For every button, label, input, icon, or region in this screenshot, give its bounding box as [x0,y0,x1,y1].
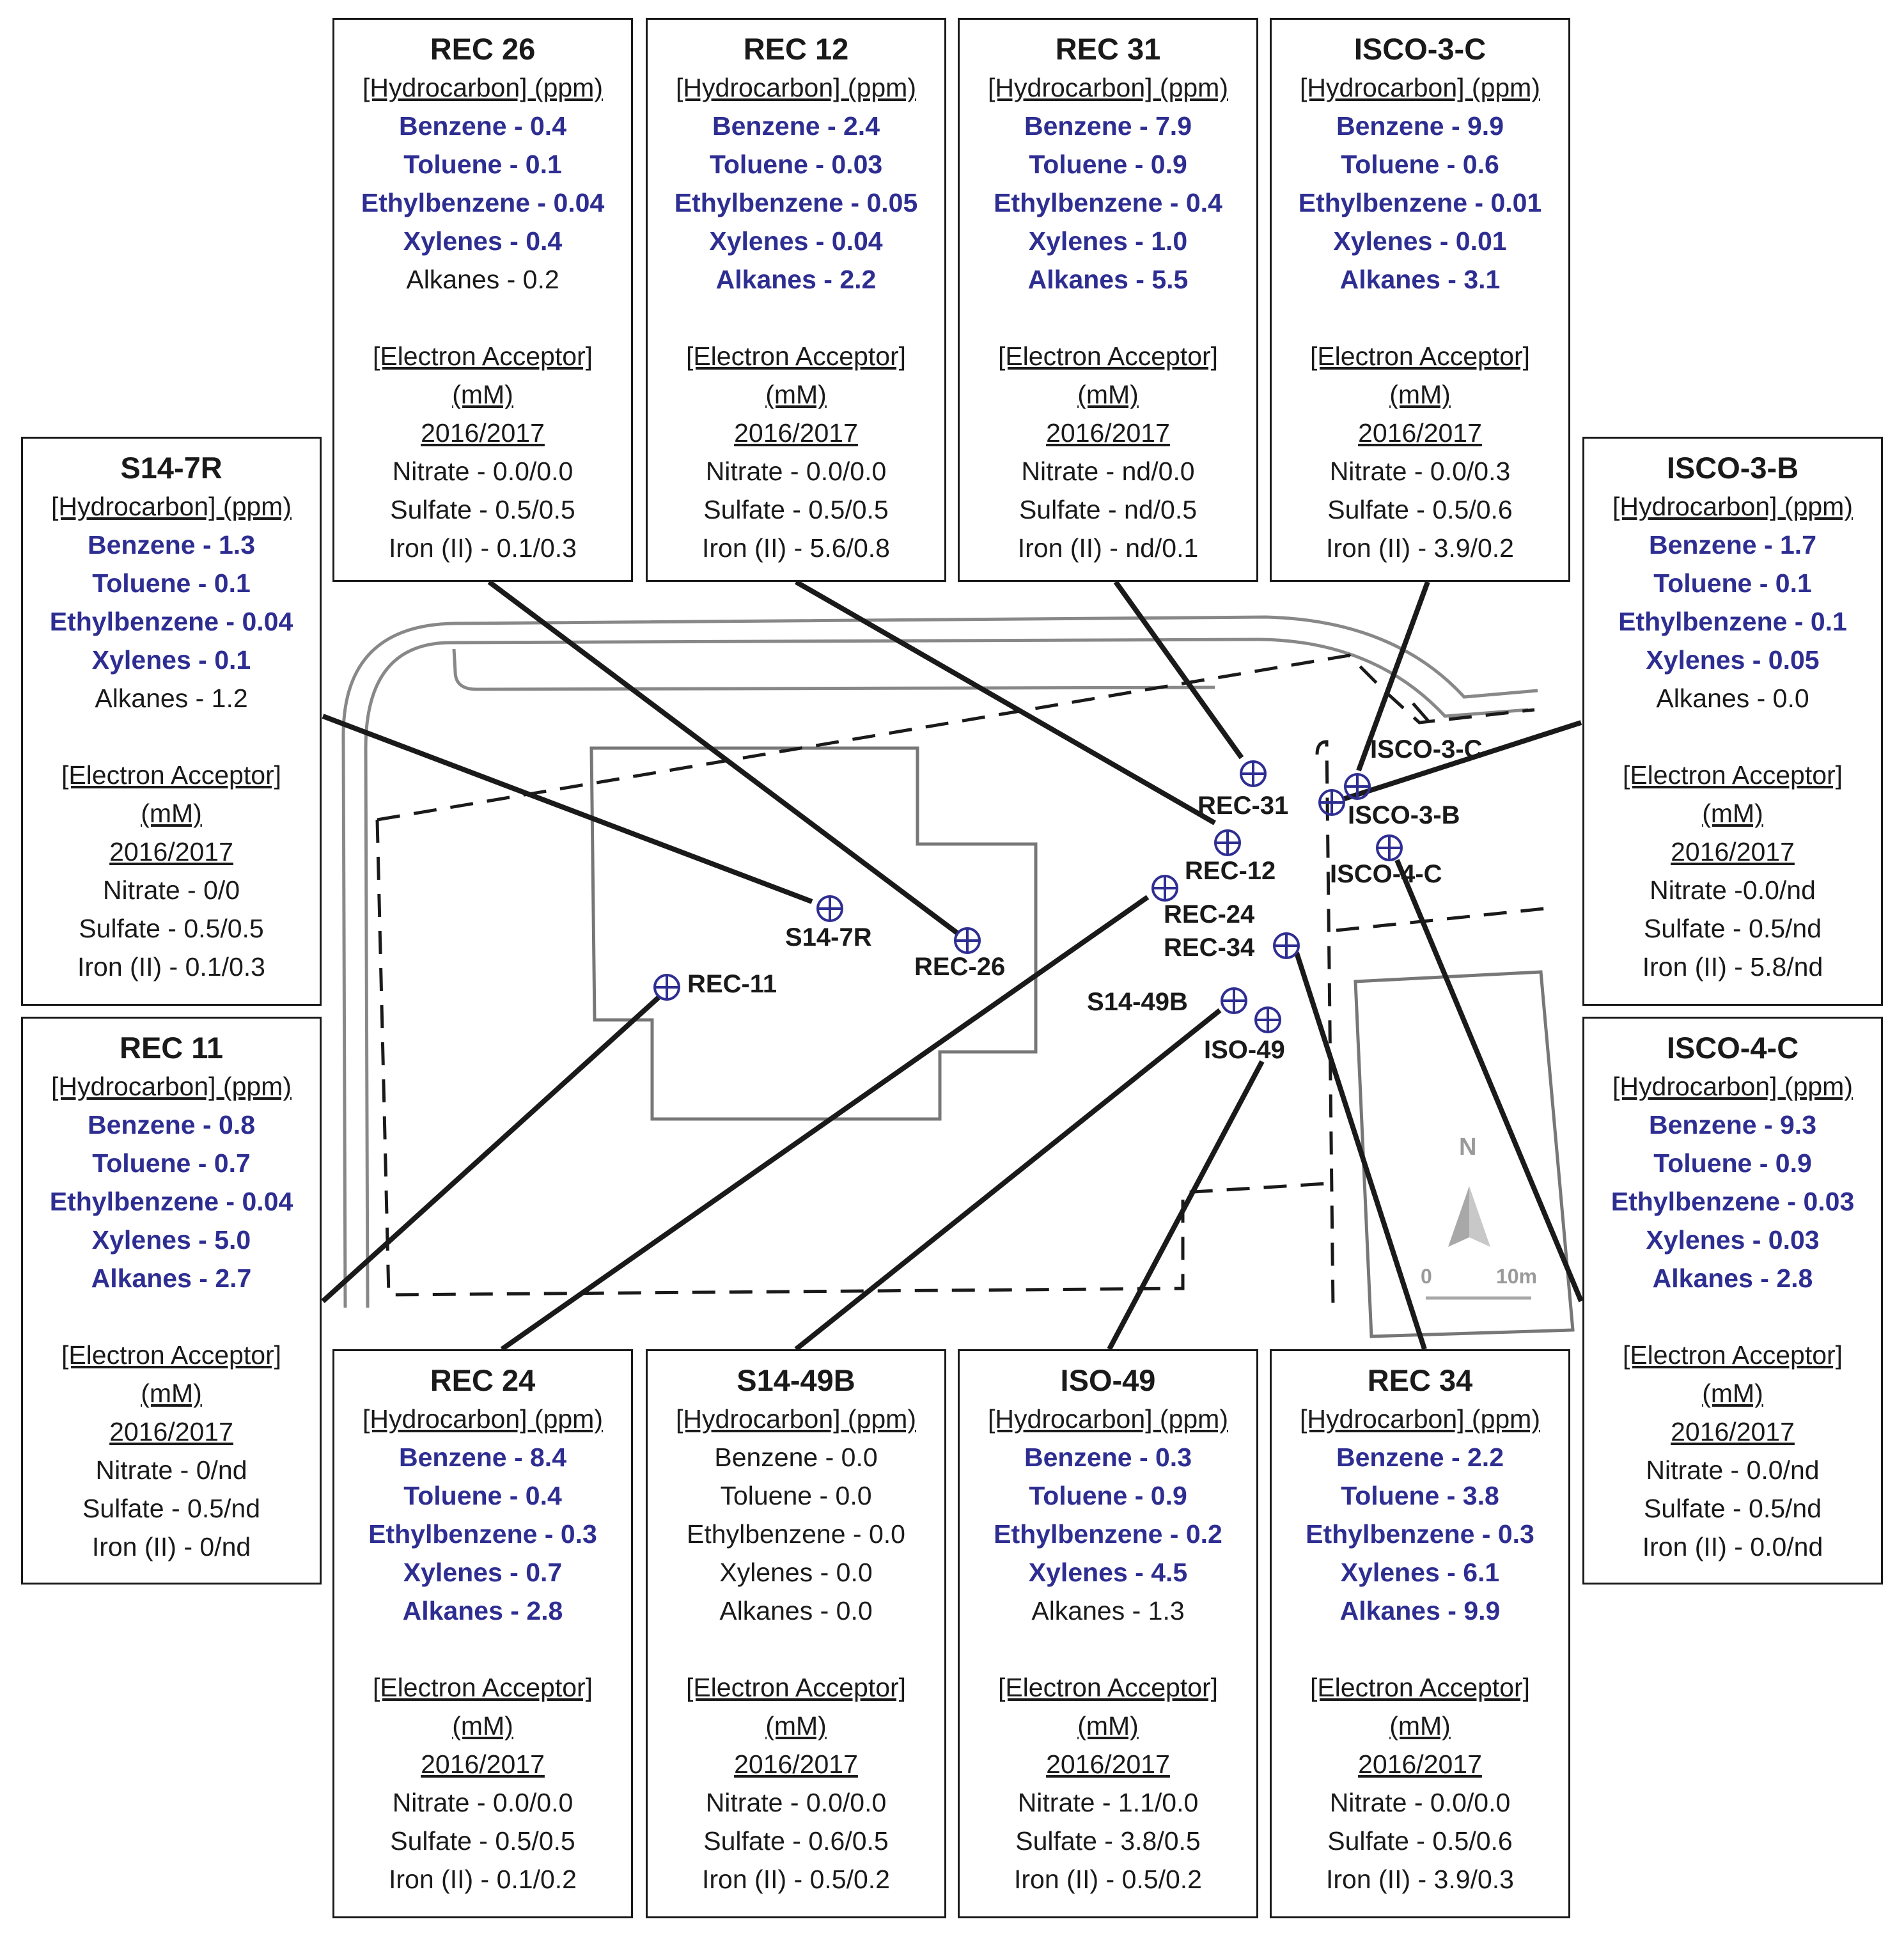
hydrocarbon-value: Toluene - 0.1 [1653,568,1812,598]
hydrocarbon-value: Ethylbenzene - 0.05 [674,188,918,217]
hydrocarbon-value: Xylenes - 1.0 [1028,226,1188,256]
electron-acceptor-header: [Electron Acceptor] [1309,341,1531,371]
electron-acceptor-value: Nitrate - 0.0/nd [1646,1455,1820,1485]
box-title: REC 24 [430,1363,536,1397]
box-title: S14-49B [737,1363,855,1397]
hydrocarbon-value: Alkanes - 0.0 [1656,684,1809,713]
hydrocarbon-value: Ethylbenzene - 0.01 [1298,188,1542,217]
north-label: N [1459,1134,1477,1161]
hydrocarbon-header: [Hydrocarbon] (ppm) [1612,492,1853,521]
spacer [960,1630,1256,1668]
hydrocarbon-value: Benzene - 0.3 [1024,1443,1192,1472]
electron-acceptor-value: Nitrate - 0/0 [102,875,240,905]
years-header: 2016/2017 [1046,418,1170,448]
spacer [960,299,1256,337]
sample-box [646,1349,946,1918]
hydrocarbon-value: Xylenes - 0.1 [91,645,251,675]
crosshair-circle-icon [1241,762,1265,786]
hydrocarbon-header: [Hydrocarbon] (ppm) [988,1404,1228,1434]
crosshair-circle-icon [1256,1008,1280,1032]
hydrocarbon-value: Alkanes - 2.7 [91,1264,252,1293]
electron-acceptor-header: [Electron Acceptor] [1622,1340,1843,1370]
hydrocarbon-value: Xylenes - 0.4 [403,226,563,256]
hydrocarbon-value: Ethylbenzene - 0.4 [994,188,1222,217]
electron-acceptor-value: Sulfate - 0.5/0.5 [390,495,575,524]
electron-acceptor-header: [Electron Acceptor] [372,1673,593,1702]
electron-acceptor-value: Nitrate - 0.0/0.0 [392,457,574,486]
spacer [648,1630,944,1668]
electron-acceptor-value: Iron (II) - 0.5/0.2 [702,1865,890,1894]
box-title: REC 11 [120,1031,223,1065]
electron-acceptor-value: Sulfate - nd/0.5 [1018,495,1198,524]
electron-acceptor-value: Sulfate - 0.5/0.5 [703,495,889,524]
well-label-rec-31: REC-31 [1198,792,1289,820]
hydrocarbon-header: [Hydrocarbon] (ppm) [676,73,916,102]
hydrocarbon-value: Alkanes - 2.8 [402,1596,563,1625]
hydrocarbon-value: Alkanes - 5.5 [1027,265,1189,294]
well-label-iso-49: ISO-49 [1204,1036,1285,1064]
years-header: 2016/2017 [1046,1749,1170,1779]
box-title: ISO-49 [1060,1363,1156,1397]
box-title: ISCO-4-C [1666,1031,1799,1065]
hydrocarbon-value: Ethylbenzene - 0.04 [49,607,293,636]
sample-box [958,18,1258,582]
electron-acceptor-value: Sulfate - 0.5/0.6 [1327,1826,1513,1856]
well-label-rec-11: REC-11 [687,970,777,998]
box-title: ISCO-3-C [1354,32,1487,66]
years-header: 2016/2017 [1358,1749,1482,1779]
years-header: 2016/2017 [421,1749,545,1779]
crosshair-circle-icon [1274,934,1299,958]
electron-acceptor-unit: (mM) [1077,380,1139,409]
hydrocarbon-value: Ethylbenzene - 0.04 [361,188,605,217]
electron-acceptor-value: Nitrate - 0.0/0.0 [705,1788,887,1817]
spacer [334,299,631,337]
hydrocarbon-value: Xylenes - 0.7 [403,1558,563,1587]
hydrocarbon-value: Toluene - 0.03 [709,150,883,179]
box-title: REC 12 [743,32,849,66]
hydrocarbon-value: Toluene - 0.6 [1341,150,1499,179]
electron-acceptor-unit: (mM) [1389,1711,1451,1741]
hydrocarbon-value: Alkanes - 0.2 [406,265,559,294]
hydrocarbon-value: Benzene - 9.3 [1648,1110,1817,1139]
electron-acceptor-value: Iron (II) - nd/0.1 [1017,533,1199,563]
hydrocarbon-value: Xylenes - 6.1 [1340,1558,1500,1587]
hydrocarbon-value: Alkanes - 2.8 [1652,1264,1813,1293]
hydrocarbon-value: Alkanes - 2.2 [715,265,877,294]
hydrocarbon-header: [Hydrocarbon] (ppm) [51,492,292,521]
crosshair-circle-icon [1345,774,1369,799]
hydrocarbon-value: Alkanes - 0.0 [719,1596,873,1625]
electron-acceptor-header: [Electron Acceptor] [61,760,282,790]
well-label-rec-24: REC-24 [1164,900,1255,928]
hydrocarbon-value: Toluene - 0.4 [403,1481,562,1510]
crosshair-circle-icon [655,975,679,999]
electron-acceptor-value: Sulfate - 0.5/nd [82,1494,261,1523]
spacer [1584,1297,1881,1336]
electron-acceptor-value: Nitrate - 0/nd [95,1455,247,1485]
crosshair-circle-icon [1222,989,1246,1013]
hydrocarbon-header: [Hydrocarbon] (ppm) [676,1404,916,1434]
box-title: REC 31 [1055,32,1161,66]
leader-line [1397,860,1581,1301]
electron-acceptor-header: [Electron Acceptor] [1309,1673,1531,1702]
hydrocarbon-value: Benzene - 2.2 [1336,1443,1504,1472]
electron-acceptor-unit: (mM) [765,380,827,409]
crosshair-circle-icon [1320,790,1344,815]
electron-acceptor-value: Iron (II) - 0/nd [91,1532,251,1561]
spacer [1272,299,1568,337]
hydrocarbon-value: Xylenes - 0.0 [719,1558,873,1587]
hydrocarbon-value: Alkanes - 3.1 [1339,265,1501,294]
crosshair-circle-icon [1377,836,1401,860]
hydrocarbon-value: Xylenes - 4.5 [1028,1558,1188,1587]
electron-acceptor-value: Sulfate - 0.5/0.6 [1327,495,1513,524]
hydrocarbon-value: Toluene - 0.9 [1029,150,1187,179]
sample-box [646,18,946,582]
sample-box [21,1017,322,1585]
hydrocarbon-value: Benzene - 0.4 [398,111,567,141]
electron-acceptor-value: Nitrate - nd/0.0 [1021,457,1195,486]
years-header: 2016/2017 [1671,1417,1795,1446]
spacer [1272,1630,1568,1668]
leader-line [1116,582,1242,758]
hydrocarbon-header: [Hydrocarbon] (ppm) [51,1072,292,1101]
crosshair-circle-icon [1215,831,1240,855]
electron-acceptor-value: Iron (II) - 0.0/nd [1642,1532,1823,1561]
hydrocarbon-value: Ethylbenzene - 0.0 [687,1519,905,1549]
sample-box [1270,1349,1570,1918]
box-title: S14-7R [120,451,222,485]
hydrocarbon-value: Benzene - 7.9 [1024,111,1192,141]
crosshair-circle-icon [818,896,842,921]
hydrocarbon-value: Ethylbenzene - 0.04 [49,1187,293,1216]
crosshair-circle-icon [955,928,979,953]
well-label-s14-49b: S14-49B [1087,988,1188,1016]
spacer [23,717,320,756]
leader-line [502,897,1148,1349]
hydrocarbon-value: Ethylbenzene - 0.1 [1618,607,1847,636]
well-label-isco-3-c: ISCO-3-C [1370,735,1483,763]
leader-line [796,1010,1220,1349]
electron-acceptor-value: Nitrate - 0.0/0.0 [705,457,887,486]
electron-acceptor-value: Nitrate - 0.0/0.0 [1329,1788,1511,1817]
sample-box [958,1349,1258,1918]
hydrocarbon-header: [Hydrocarbon] (ppm) [363,1404,603,1434]
crosshair-circle-icon [1153,876,1177,900]
hydrocarbon-value: Alkanes - 1.2 [95,684,248,713]
hydrocarbon-value: Toluene - 0.1 [92,568,251,598]
sample-box [1270,18,1570,582]
hydrocarbon-value: Benzene - 2.4 [712,111,880,141]
electron-acceptor-value: Sulfate - 3.8/0.5 [1015,1826,1201,1856]
well-label-rec-34: REC-34 [1164,934,1255,962]
electron-acceptor-value: Iron (II) - 5.6/0.8 [702,533,890,563]
electron-acceptor-value: Sulfate - 0.6/0.5 [703,1826,889,1856]
years-header: 2016/2017 [734,418,858,448]
years-header: 2016/2017 [1671,837,1795,866]
hydrocarbon-value: Toluene - 0.0 [720,1481,872,1510]
hydrocarbon-value: Benzene - 0.0 [714,1443,878,1472]
electron-acceptor-header: [Electron Acceptor] [61,1340,282,1370]
well-label-rec-26: REC-26 [914,953,1006,981]
electron-acceptor-value: Iron (II) - 0.1/0.3 [77,952,265,982]
hydrocarbon-value: Benzene - 0.8 [87,1110,256,1139]
sample-box [332,18,633,582]
electron-acceptor-header: [Electron Acceptor] [997,1673,1219,1702]
hydrocarbon-value: Benzene - 1.3 [87,530,256,560]
hydrocarbon-header: [Hydrocarbon] (ppm) [1300,73,1540,102]
electron-acceptor-value: Nitrate - 0.0/0.0 [392,1788,574,1817]
hydrocarbon-header: [Hydrocarbon] (ppm) [1300,1404,1540,1434]
years-header: 2016/2017 [109,1417,233,1446]
hydrocarbon-value: Toluene - 0.9 [1029,1481,1187,1510]
hydrocarbon-value: Ethylbenzene - 0.3 [368,1519,597,1549]
scale-label-zero: 0 [1421,1265,1432,1288]
box-title: REC 34 [1367,1363,1473,1397]
electron-acceptor-unit: (mM) [1702,1379,1763,1408]
electron-acceptor-unit: (mM) [1389,380,1451,409]
hydrocarbon-value: Xylenes - 0.01 [1333,226,1507,256]
hydrocarbon-value: Benzene - 9.9 [1336,111,1504,141]
electron-acceptor-value: Iron (II) - 0.1/0.2 [389,1865,577,1894]
box-title: ISCO-3-B [1666,451,1799,485]
electron-acceptor-header: [Electron Acceptor] [997,341,1219,371]
hydrocarbon-header: [Hydrocarbon] (ppm) [363,73,603,102]
electron-acceptor-unit: (mM) [141,1379,202,1408]
well-label-s14-7r: S14-7R [785,923,872,951]
spacer [1584,717,1881,756]
electron-acceptor-header: [Electron Acceptor] [685,1673,907,1702]
electron-acceptor-header: [Electron Acceptor] [685,341,907,371]
well-label-rec-12: REC-12 [1185,857,1276,885]
years-header: 2016/2017 [734,1749,858,1779]
leader-line [323,998,659,1301]
years-header: 2016/2017 [421,418,545,448]
hydrocarbon-value: Ethylbenzene - 0.3 [1306,1519,1534,1549]
hydrocarbon-value: Toluene - 0.7 [92,1148,251,1178]
hydrocarbon-value: Alkanes - 1.3 [1031,1596,1185,1625]
spacer [334,1630,631,1668]
hydrocarbon-header: [Hydrocarbon] (ppm) [988,73,1228,102]
hydrocarbon-value: Alkanes - 9.9 [1339,1596,1501,1625]
electron-acceptor-header: [Electron Acceptor] [1622,760,1843,790]
electron-acceptor-value: Iron (II) - 0.1/0.3 [389,533,577,563]
hydrocarbon-value: Toluene - 0.1 [403,150,562,179]
electron-acceptor-unit: (mM) [765,1711,827,1741]
leader-line [1109,1061,1262,1349]
box-title: REC 26 [430,32,536,66]
electron-acceptor-value: Iron (II) - 3.9/0.2 [1326,533,1514,563]
hydrocarbon-value: Xylenes - 0.05 [1646,645,1820,675]
hydrocarbon-value: Ethylbenzene - 0.03 [1611,1187,1855,1216]
electron-acceptor-value: Iron (II) - 3.9/0.3 [1326,1865,1514,1894]
sample-box [21,437,322,1006]
spacer [648,299,944,337]
spacer [23,1297,320,1336]
well-label-isco-4-c: ISCO-4-C [1330,860,1442,888]
sample-box [1582,437,1883,1006]
electron-acceptor-unit: (mM) [141,799,202,828]
sample-box [332,1349,633,1918]
hydrocarbon-value: Benzene - 8.4 [398,1443,567,1472]
hydrocarbon-value: Benzene - 1.7 [1648,530,1817,560]
hydrocarbon-value: Xylenes - 0.04 [709,226,883,256]
hydrocarbon-value: Toluene - 0.9 [1653,1148,1812,1178]
hydrocarbon-value: Xylenes - 5.0 [91,1225,251,1255]
well-label-isco-3-b: ISCO-3-B [1348,801,1460,829]
electron-acceptor-unit: (mM) [452,1711,513,1741]
years-header: 2016/2017 [1358,418,1482,448]
years-header: 2016/2017 [109,837,233,866]
electron-acceptor-unit: (mM) [452,380,513,409]
north-arrow-icon [1448,1186,1490,1247]
electron-acceptor-value: Iron (II) - 0.5/0.2 [1014,1865,1202,1894]
electron-acceptor-value: Nitrate - 1.1/0.0 [1017,1788,1199,1817]
hydrocarbon-value: Toluene - 3.8 [1341,1481,1499,1510]
electron-acceptor-unit: (mM) [1702,799,1763,828]
electron-acceptor-value: Iron (II) - 5.8/nd [1642,952,1823,982]
scale-label-ten: 10m [1496,1265,1538,1288]
electron-acceptor-value: Sulfate - 0.5/nd [1643,914,1822,943]
electron-acceptor-value: Sulfate - 0.5/0.5 [79,914,264,943]
hydrocarbon-header: [Hydrocarbon] (ppm) [1612,1072,1853,1101]
electron-acceptor-unit: (mM) [1077,1711,1139,1741]
electron-acceptor-value: Sulfate - 0.5/nd [1643,1494,1822,1523]
hydrocarbon-value: Xylenes - 0.03 [1646,1225,1820,1255]
leader-line [1297,953,1424,1349]
building-footprint [591,748,1573,1336]
electron-acceptor-header: [Electron Acceptor] [372,341,593,371]
electron-acceptor-value: Sulfate - 0.5/0.5 [390,1826,575,1856]
hydrocarbon-value: Ethylbenzene - 0.2 [994,1519,1222,1549]
sample-box [1582,1017,1883,1585]
leader-line [323,716,812,902]
electron-acceptor-value: Nitrate - 0.0/0.3 [1329,457,1511,486]
electron-acceptor-value: Nitrate -0.0/nd [1650,875,1816,905]
